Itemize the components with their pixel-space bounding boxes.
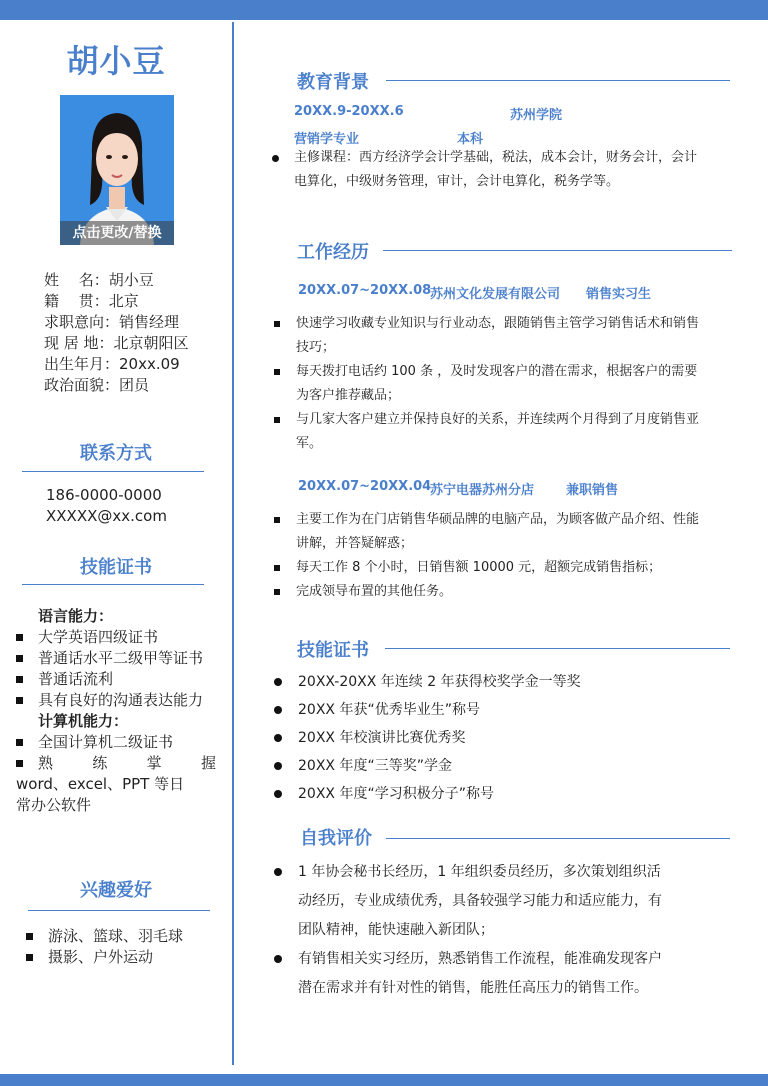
certs-title-line [385,648,730,649]
list-item-continuation: 常办公软件 [16,796,92,814]
education-degree: 本科 [457,132,484,147]
hobbies-title-underline [28,910,210,911]
work-title: 工作经历 [297,242,369,263]
word: 握 [200,754,216,772]
word: 掌 [146,754,162,772]
job-company: 苏宁电器苏州分店 [430,483,535,498]
text-line: 技巧； [296,340,336,355]
justified-line [38,753,216,774]
list-item: 普通话水平二级甲等证书 [16,648,216,669]
list-item: 20XX 年获“优秀毕业生”称号 [272,696,732,724]
self-eval-title-line [386,838,730,839]
change-photo-button[interactable]: 点击更改/替换 [60,221,174,245]
top-accent-bar [0,0,768,20]
certs-title: 技能证书 [297,640,369,661]
word: 练 [92,754,108,772]
education-school: 苏州学院 [510,108,563,123]
hobbies-block [26,926,226,968]
list-item [272,858,732,945]
list-item [270,360,740,408]
list-item [268,146,738,194]
text-line: 快速学习收藏专业知识与行业动态，跟随销售主管学习销售话术和销售 [296,316,700,331]
word: 熟 [38,754,54,772]
education-title-line [386,80,730,81]
list-item: 普通话流利 [16,669,216,690]
list-item-continuation: word、excel、PPT 等日 [16,775,185,793]
education-courses [268,146,738,194]
contact-title: 联系方式 [80,443,152,464]
education-date: 20XX.9-20XX.6 [294,104,404,119]
text-line: 军。 [296,436,323,451]
text-line: 动经历，专业成绩优秀，具备较强学习能力和适应能力，有 [298,893,662,909]
education-major: 营销学专业 [294,132,360,147]
left-skills-title: 技能证书 [80,557,152,578]
list-item: 全国计算机二级证书 [16,732,216,753]
text-line: 主要工作为在门店销售华硕品牌的电脑产品，为顾客做产品介绍、性能 [296,512,700,527]
job-date: 20XX.07~20XX.08 [298,283,432,298]
text-line: 团队精神，能快速融入新团队； [298,922,494,938]
job-role: 兼职销售 [566,483,619,498]
text-line: 潜在需求并有针对性的销售，能胜任高压力的销售工作。 [298,980,648,996]
list-item: 20XX-20XX 年连续 2 年获得校奖学金一等奖 [272,668,732,696]
bottom-accent-bar [0,1074,768,1086]
list-item [270,312,740,360]
candidate-name: 胡小豆 [66,42,166,80]
text-line: 每天工作 8 个小时，日销售额 10000 元，超额完成销售指标； [296,560,662,575]
column-divider [232,22,234,1065]
text-line: 电算化，中级财务管理，审计，会计电算化，税务学等。 [294,174,620,189]
job-company: 苏州文化发展有限公司 [430,287,561,302]
job-date: 20XX.07~20XX.04 [298,479,432,494]
education-title: 教育背景 [297,72,369,93]
list-item [270,556,740,580]
contact-block [46,485,167,527]
hobbies-title: 兴趣爱好 [80,880,152,901]
language-skills-heading: 语言能力： [38,607,114,625]
info-line: 籍 贯：北京 [44,292,139,310]
text-line: 每天拨打电话约 100 条 ，及时发现客户的潜在需求，根据客户的需要 [296,364,698,379]
list-item: 具有良好的沟通表达能力 [16,690,216,711]
text-line: 1 年协会秘书长经历，1 年组织委员经历，多次策划组织活 [298,864,661,880]
list-item: 20XX 年度“三等奖”学金 [272,752,732,780]
text-line: 讲解，并答疑解惑； [296,536,414,551]
info-line: 出生年月：20xx.09 [44,355,180,373]
phone-number: 186-0000-0000 [46,486,162,504]
self-eval-title: 自我评价 [300,828,372,849]
contact-title-underline [22,471,204,472]
job-duties [270,508,740,604]
list-item [270,408,740,456]
text-line: 有销售相关实习经历，熟悉销售工作流程，能准确发现客户 [298,951,662,967]
info-line: 求职意向：销售经理 [44,313,180,331]
job-duties [270,312,740,456]
info-line: 现 居 地：北京朝阳区 [44,334,189,352]
list-item: 20XX 年度“学习积极分子”称号 [272,780,732,808]
email-address: XXXXX@xx.com [46,507,167,525]
list-item [270,580,740,604]
text-line: 完成领导布置的其他任务。 [296,584,453,599]
text-line: 与几家大客户建立并保持良好的关系，并连续两个月得到了月度销售亚 [296,412,700,427]
list-item: 游泳、篮球、羽毛球 [26,926,226,947]
info-line: 政治面貌：团员 [44,376,150,394]
text-line: 主修课程：西方经济学会计学基础，税法，成本会计，财务会计，会计 [294,150,698,165]
certs-list [272,668,732,808]
list-item [272,945,732,1003]
job-role: 销售实习生 [586,287,652,302]
skills-block [16,606,216,816]
list-item: 摄影、户外运动 [26,947,226,968]
left-skills-title-underline [22,584,204,585]
text-line: 为客户推荐藏品； [296,388,401,403]
list-item: 大学英语四级证书 [16,627,216,648]
info-line: 姓 名：胡小豆 [44,271,154,289]
list-item [270,508,740,556]
work-title-line [383,250,732,251]
profile-photo[interactable] [60,95,174,245]
list-item [16,753,216,774]
computer-skills-heading: 计算机能力： [38,712,129,730]
personal-info [44,270,224,396]
self-eval-list [272,858,732,1003]
list-item: 20XX 年校演讲比赛优秀奖 [272,724,732,752]
